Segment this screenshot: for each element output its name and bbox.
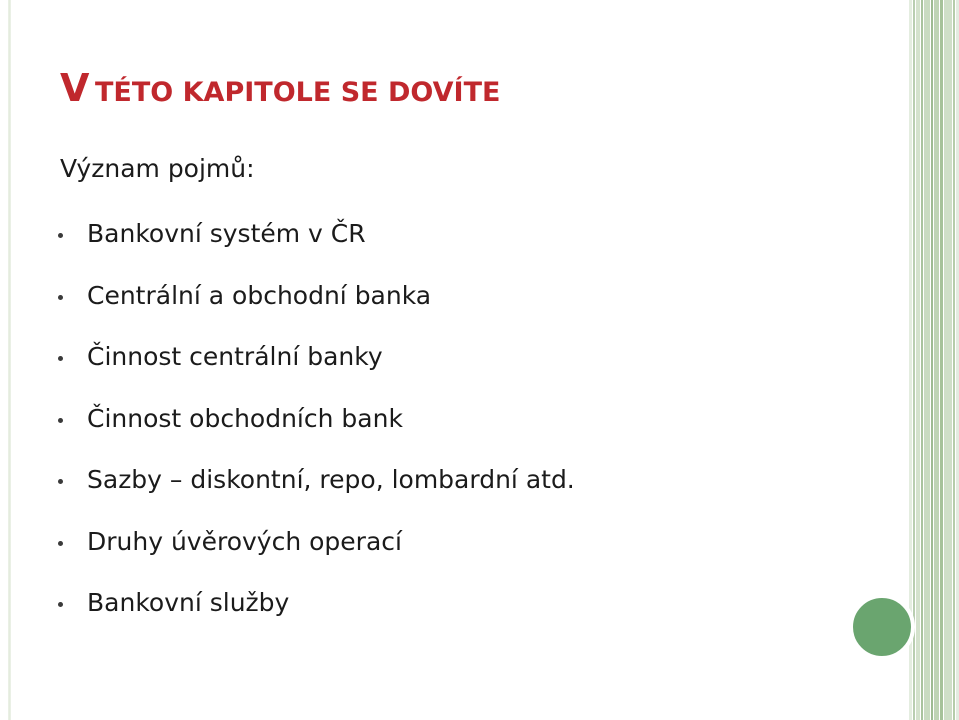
title-rest: TÉTO KAPITOLE SE DOVÍTE	[95, 77, 501, 108]
left-decorative-line	[8, 0, 11, 720]
list-item-text: Sazby – diskontní, repo, lombardní atd.	[87, 465, 575, 494]
list-item-text: Druhy úvěrových operací	[87, 526, 402, 556]
intro-text: Význam pojmů:	[60, 154, 255, 183]
bullet-icon	[58, 479, 63, 484]
bullet-icon	[58, 356, 63, 361]
stripe	[934, 0, 939, 720]
bullet-icon	[58, 233, 63, 238]
list-item-text: Centrální a obchodní banka	[87, 280, 432, 310]
green-circle-decoration	[849, 594, 915, 660]
stripe	[931, 0, 933, 720]
stripe	[953, 0, 955, 720]
bullet-icon	[58, 602, 63, 607]
right-stripes-decoration	[909, 0, 959, 720]
bullet-icon	[58, 295, 63, 300]
list-item-text: Činnost obchodních bank	[87, 403, 403, 433]
list-item-text: Činnost centrální banky	[87, 342, 383, 371]
title-first-letter: V	[60, 66, 90, 110]
list-item-text: Bankovní služby	[87, 588, 290, 617]
slide-title	[60, 66, 500, 110]
stripe	[944, 0, 952, 720]
bullet-icon	[58, 418, 63, 423]
stripe	[913, 0, 915, 720]
stripe	[940, 0, 943, 720]
list-item-text: Bankovní systém v ČR	[87, 219, 366, 248]
stripe	[921, 0, 923, 720]
stripe	[916, 0, 920, 720]
stripe	[924, 0, 930, 720]
bullet-icon	[58, 541, 63, 546]
